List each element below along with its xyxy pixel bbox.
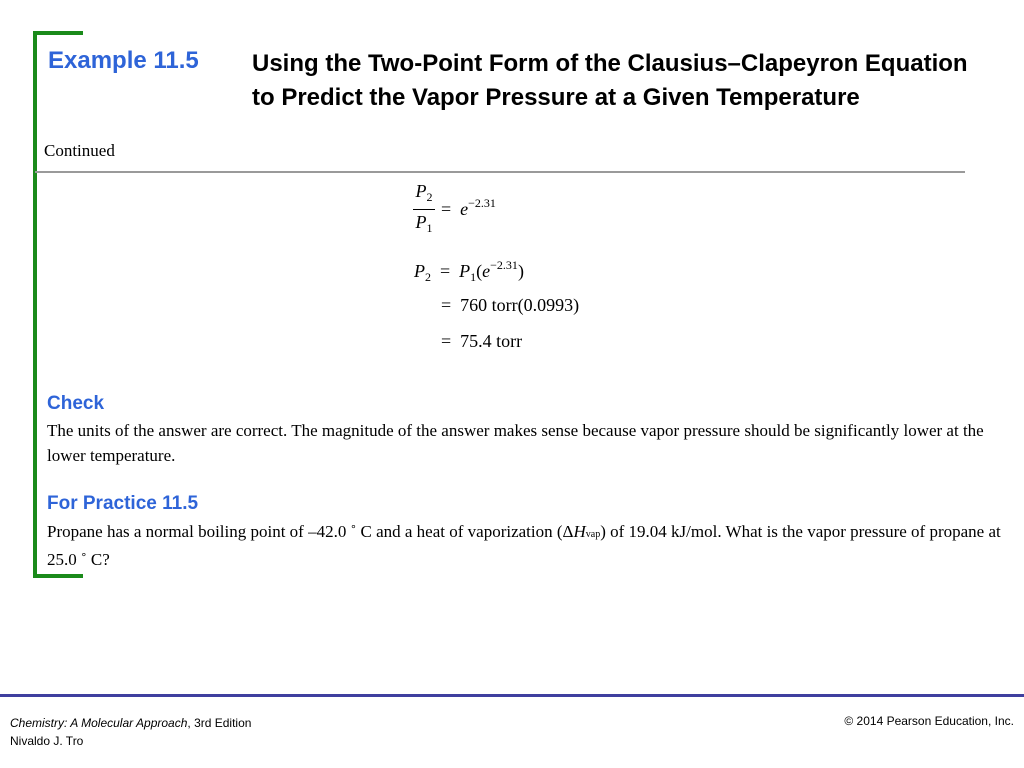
equation-3: = 760 torr(0.0993) [441,295,580,315]
equation-1-fraction [413,180,435,239]
fraction-numerator: $P_2$ [415,181,433,204]
example-label: Example 11.5 [48,47,199,74]
book-title: Chemistry: A Molecular Approach [10,716,188,730]
book-author: Nivaldo J. Tro [10,734,84,748]
equation-2: $P_2 = P_1(e^{-2.31})$ [414,258,524,284]
footer-divider [0,694,1024,697]
continued-label: Continued [44,141,115,160]
copyright-notice: © 2014 Pearson Education, Inc. [844,714,1014,728]
header-divider [35,171,965,173]
practice-text: Propane has a normal boiling point of –42.0 ˚ C and a heat of vaporization (ΔHvap) of 19.04 kJ/mol. What is the vapor pressure of propane at 25.0 ˚ C? [47,522,1001,569]
page-title: Using the Two-Point Form of the Clausius–Clapeyron Equation to Predict the Vapor Pressure at a Given Temperature [252,50,968,111]
book-edition: , 3rd Edition [187,716,252,730]
equation-1-rhs: = $e^{-2.31}$ [441,196,496,219]
check-text: The units of the answer are correct. The magnitude of the answer makes sense because vapor pressure should be significantly lower at the lower temperature. [47,421,984,465]
fraction-denominator: $P_1$ [415,212,433,235]
fraction-bar [413,209,435,210]
equation-4: = 75.4 torr [441,331,523,351]
footer-citation [10,714,251,750]
practice-heading: For Practice 11.5 [47,493,199,514]
check-heading: Check [47,393,105,414]
